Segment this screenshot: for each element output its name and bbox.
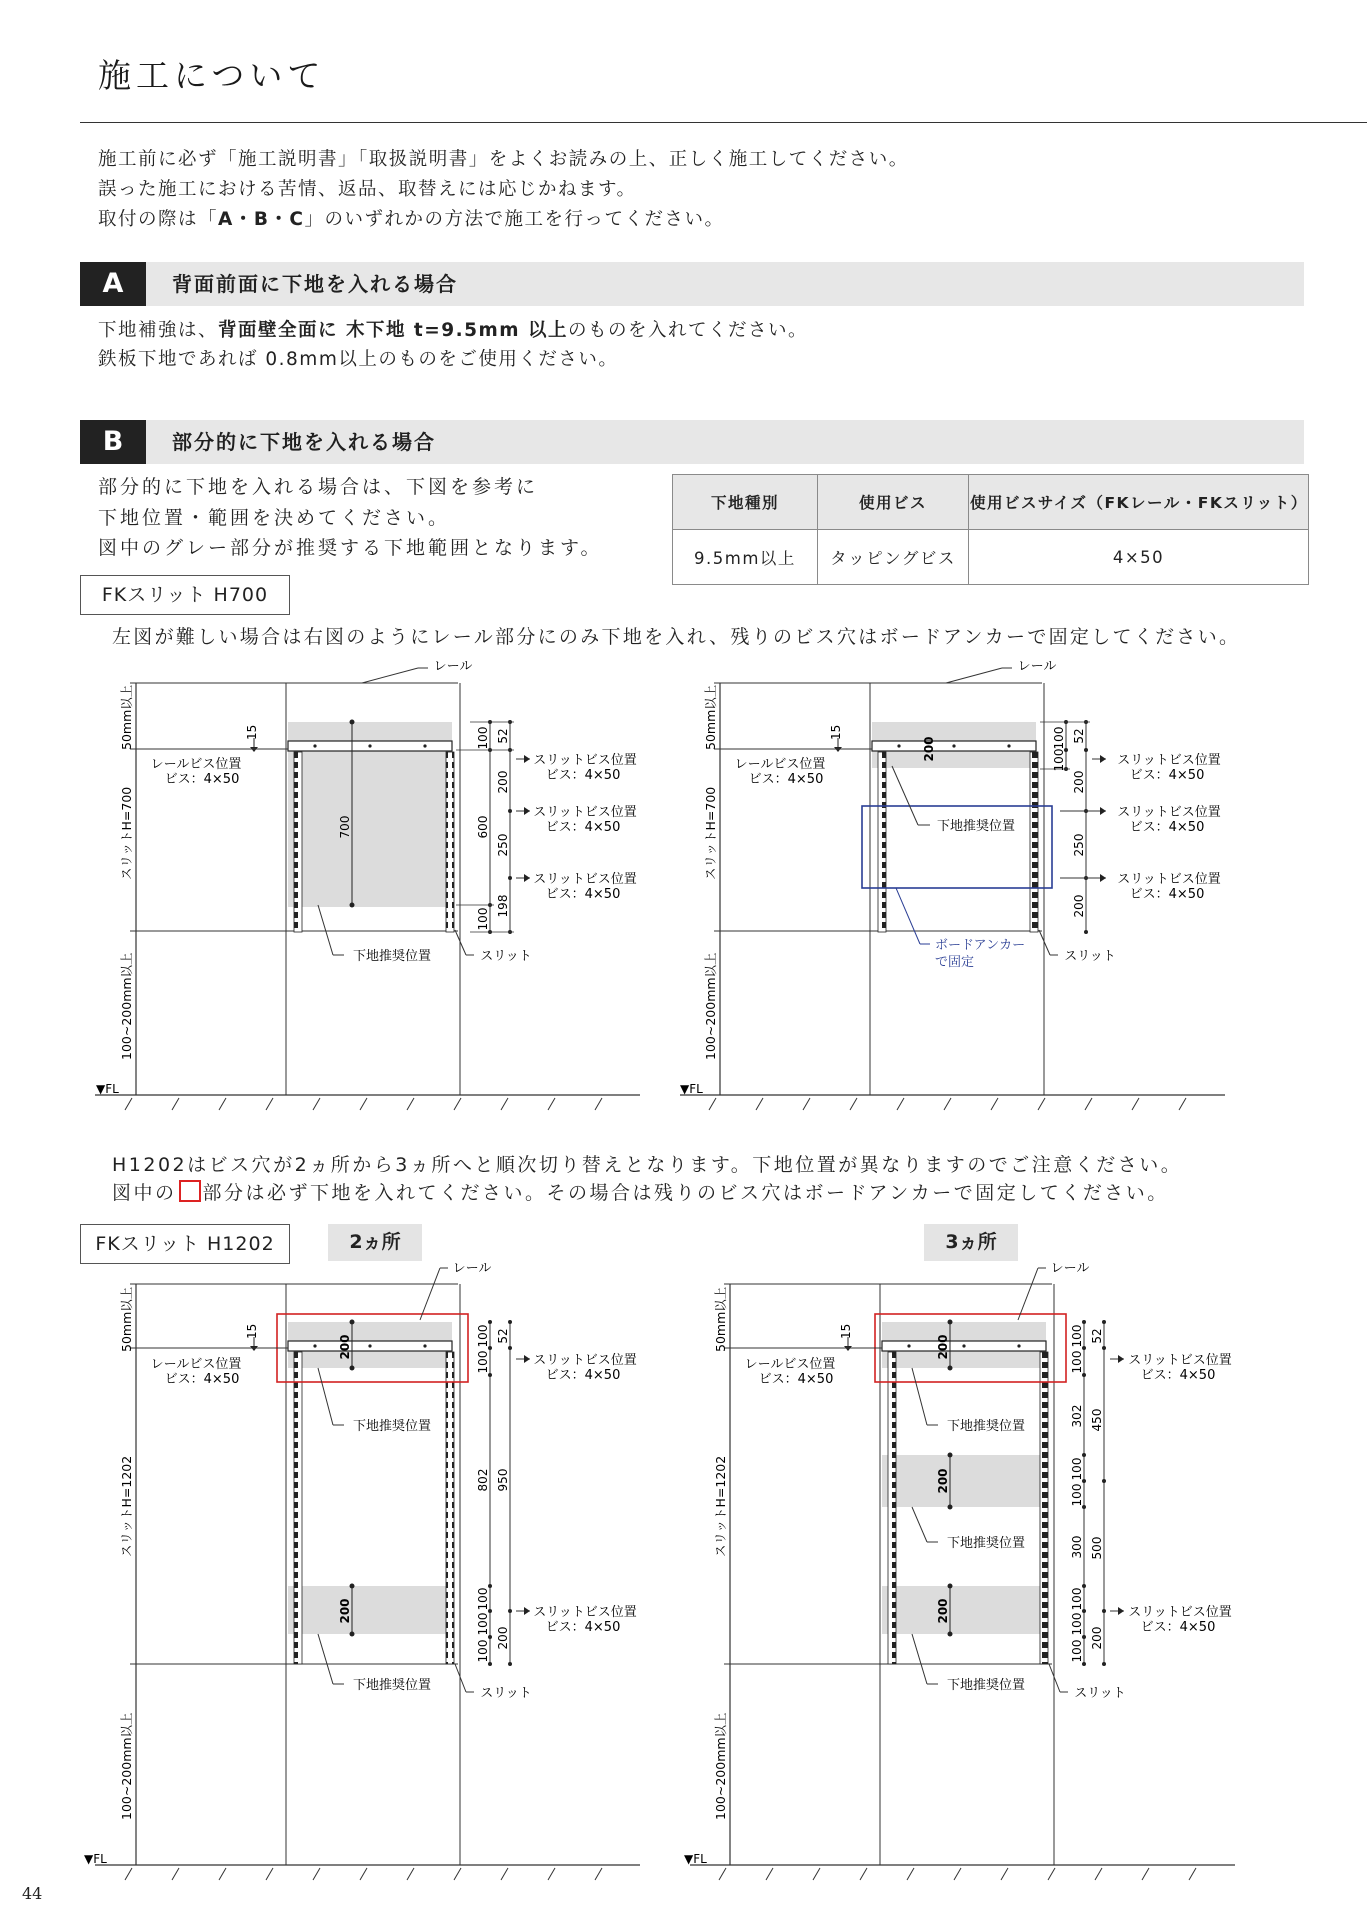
section-b-line-3: 図中のグレー部分が推奨する下地範囲となります。 (98, 537, 603, 559)
section-b-header (80, 420, 1304, 464)
recommend-label: 下地推奨位置 (936, 819, 1016, 834)
anchor-label-2: で固定 (935, 955, 975, 970)
anchor-label-1: ボードアンカー (935, 938, 1026, 953)
recommend-label: 下地推奨位置 (946, 1419, 1026, 1434)
slit-label: スリット (480, 1686, 532, 1701)
h1202-note-2-pre: 図中の (112, 1182, 177, 1204)
dim-52: 52 (1072, 728, 1086, 744)
dim-100: 100 (1070, 1483, 1084, 1507)
section-a-line-1-post: のものを入れてください。 (568, 320, 809, 341)
h1202-diagrams (0, 1255, 1367, 1900)
screw-size-label: ビス：4×50 (1129, 768, 1205, 783)
dim-200: 200 (936, 1598, 950, 1624)
two-point-label: 2ヵ所 (328, 1224, 422, 1261)
fl-label: ▼FL (96, 1082, 119, 1096)
table-cell: 4×50 (969, 530, 1309, 585)
dim-100: 100 (476, 1639, 490, 1663)
floor-gap-label: 100~200mm以上 (119, 952, 134, 1060)
dim-500: 500 (1090, 1536, 1104, 1560)
dim-300: 300 (1070, 1535, 1084, 1559)
dim-200: 200 (1072, 894, 1086, 918)
dim-200: 200 (338, 1598, 352, 1624)
dim-15: 15 (829, 724, 843, 740)
dim-100: 100 (1070, 1639, 1084, 1663)
dim-250: 250 (1072, 833, 1086, 857)
top-gap-label: 50mm以上 (119, 684, 134, 750)
h1202-note-2-post: 部分は必ず下地を入れてください。その場合は残りのビス穴はボードアンカーで固定してください。 (202, 1182, 1169, 1204)
slit-screw-label: スリットビス位置 (533, 753, 637, 768)
dim-100: 100 (1052, 726, 1066, 750)
h1202-three-point-diagram (684, 1261, 1235, 1880)
screw-size-label: ビス：4×50 (164, 1372, 240, 1387)
floor-gap-label: 100~200mm以上 (119, 1712, 134, 1820)
screw-size-label: ビス：4×50 (164, 772, 240, 787)
dim-100: 100 (1070, 1324, 1084, 1348)
three-point-label: 3ヵ所 (924, 1224, 1018, 1261)
top-gap-label: 50mm以上 (713, 1286, 728, 1352)
h700-note: 左図が難しい場合は右図のようにレール部分にのみ下地を入れ、残りのビス穴はボードアンカーで固定してください。 (112, 626, 1241, 648)
section-a-badge: A (80, 262, 146, 306)
h700-diagrams (0, 650, 1367, 1120)
slit-screw-label: スリットビス位置 (1128, 1353, 1232, 1368)
table-header: 下地種別 (673, 475, 818, 530)
slit-screw-label: スリットビス位置 (533, 1605, 637, 1620)
screw-size-label: ビス：4×50 (758, 1372, 834, 1387)
page-title: 施工について (98, 56, 326, 95)
slit-h-label: スリットH=1202 (713, 1455, 728, 1557)
top-gap-label: 50mm以上 (119, 1286, 134, 1352)
screw-size-label: ビス：4×50 (1129, 820, 1205, 835)
table-cell: タッピングビス (818, 530, 969, 585)
red-square-icon (179, 1180, 201, 1202)
dim-15: 15 (245, 1323, 259, 1339)
recommend-label: 下地推奨位置 (352, 949, 432, 964)
dim-52: 52 (1090, 1328, 1104, 1344)
section-a-line-1-pre: 下地補強は、 (98, 320, 219, 341)
h1202-note-2 (112, 1178, 1169, 1205)
intro-line-1: 施工前に必ず「施工説明書」「取扱説明書」をよくお読みの上、正しく施工してください。 (98, 149, 909, 170)
recommend-label: 下地推奨位置 (946, 1536, 1026, 1551)
screw-size-label: ビス：4×50 (1140, 1368, 1216, 1383)
table-header: 使用ビス (818, 475, 969, 530)
table-row (673, 530, 1309, 585)
slit-screw-label: スリットビス位置 (533, 805, 637, 820)
dim-100: 100 (1070, 1350, 1084, 1374)
floor-gap-label: 100~200mm以上 (703, 952, 718, 1060)
rail-screw-label: レールビス位置 (150, 757, 242, 772)
fl-label: ▼FL (684, 1852, 707, 1866)
fl-label: ▼FL (84, 1852, 107, 1866)
rail-label: レール (433, 659, 473, 674)
dim-100: 100 (1070, 1587, 1084, 1611)
floor-gap-label: 100~200mm以上 (713, 1712, 728, 1820)
rail-screw-label: レールビス位置 (744, 1357, 836, 1372)
dim-950: 950 (496, 1468, 510, 1492)
dim-100: 100 (476, 1612, 490, 1636)
dim-100: 100 (476, 726, 490, 750)
dim-600: 600 (476, 815, 490, 839)
slit-h-label: スリットH=700 (703, 786, 718, 880)
section-b-line-2: 下地位置・範囲を決めてください。 (98, 506, 451, 529)
dim-52: 52 (496, 1328, 510, 1344)
table-header-row (673, 475, 1309, 530)
screw-size-label: ビス：4×50 (545, 820, 621, 835)
h700-label: FKスリット H700 (80, 575, 290, 615)
h700-right-diagram (680, 659, 1225, 1110)
slit-h-label: スリットH=700 (119, 786, 134, 880)
rail-label: レール (1017, 659, 1057, 674)
section-a-header (80, 262, 1304, 306)
h1202-note-1: H1202はビス穴が2ヵ所から3ヵ所へと順次切り替えとなります。下地位置が異なりますのでご注意ください。 (112, 1154, 1183, 1176)
intro-text (98, 145, 909, 235)
h1202-two-point-diagram (84, 1261, 640, 1880)
fl-label: ▼FL (680, 1082, 703, 1096)
screw-size-label: ビス：4×50 (545, 1368, 621, 1383)
section-b-text (98, 472, 602, 564)
section-b-title: 部分的に下地を入れる場合 (172, 430, 436, 454)
recommend-label: 下地推奨位置 (352, 1678, 432, 1693)
slit-screw-label: スリットビス位置 (533, 872, 637, 887)
dim-200: 200 (936, 1468, 950, 1494)
dim-100: 100 (476, 1587, 490, 1611)
dim-100: 100 (1070, 1612, 1084, 1636)
h700-left-diagram (95, 659, 640, 1110)
dim-100: 100 (476, 1324, 490, 1348)
screw-size-label: ビス：4×50 (545, 887, 621, 902)
screw-size-label: ビス：4×50 (1129, 887, 1205, 902)
dim-200: 200 (936, 1334, 950, 1360)
dim-200: 200 (1090, 1626, 1104, 1650)
dim-302: 302 (1070, 1404, 1084, 1428)
screw-size-label: ビス：4×50 (1140, 1620, 1216, 1635)
rail-label: レール (452, 1261, 492, 1276)
dim-200: 200 (496, 770, 510, 794)
section-a-line-1 (98, 316, 808, 345)
dim-15: 15 (839, 1323, 853, 1339)
dim-15: 15 (245, 724, 259, 740)
top-gap-label: 50mm以上 (703, 684, 718, 750)
dim-100: 100 (476, 1350, 490, 1374)
section-b-badge: B (80, 420, 146, 464)
title-divider (80, 122, 1367, 123)
dim-200: 200 (922, 736, 936, 762)
dim-100: 100 (1070, 1457, 1084, 1481)
table-header: 使用ビスサイズ（FKレール・FKスリット） (969, 475, 1309, 530)
dim-52: 52 (496, 728, 510, 744)
recommend-label: 下地推奨位置 (946, 1678, 1026, 1693)
slit-screw-label: スリットビス位置 (1128, 1605, 1232, 1620)
section-a-title: 背面前面に下地を入れる場合 (172, 272, 458, 296)
screw-size-label: ビス：4×50 (748, 772, 824, 787)
intro-line-3-pre: 取付の際は「 (98, 209, 219, 230)
slit-label: スリット (1074, 1686, 1126, 1701)
slit-screw-label: スリットビス位置 (1117, 805, 1221, 820)
recommend-label: 下地推奨位置 (352, 1419, 432, 1434)
section-a-line-1-bold: 背面壁全面に 木下地 t=9.5mm 以上 (218, 320, 569, 341)
slit-h-label: スリットH=1202 (119, 1455, 134, 1557)
dim-198: 198 (496, 894, 510, 918)
dim-200: 200 (496, 1626, 510, 1650)
rail-screw-label: レールビス位置 (150, 1357, 242, 1372)
screw-size-label: ビス：4×50 (545, 768, 621, 783)
slit-label: スリット (480, 949, 532, 964)
h1202-label: FKスリット H1202 (80, 1224, 290, 1264)
screw-size-label: ビス：4×50 (545, 1620, 621, 1635)
section-a-line-2: 鉄板下地であれば 0.8mm以上のものをご使用ください。 (98, 349, 619, 370)
intro-line-3-bold: A・B・C (218, 209, 305, 230)
rail-screw-label: レールビス位置 (734, 757, 826, 772)
section-b-line-1: 部分的に下地を入れる場合は、下図を参考に (98, 476, 539, 498)
screw-spec-table (672, 474, 1309, 585)
section-a-text (98, 316, 808, 374)
slit-screw-label: スリットビス位置 (533, 1353, 637, 1368)
slit-screw-label: スリットビス位置 (1117, 872, 1221, 887)
intro-line-3 (98, 205, 909, 235)
dim-100: 100 (476, 907, 490, 931)
dim-200: 200 (1072, 770, 1086, 794)
slit-screw-label: スリットビス位置 (1117, 753, 1221, 768)
table-cell: 9.5mm以上 (673, 530, 818, 585)
dim-200: 200 (338, 1334, 352, 1360)
dim-250: 250 (496, 833, 510, 857)
dim-450: 450 (1090, 1408, 1104, 1432)
rail-label: レール (1050, 1261, 1090, 1276)
page-number: 44 (22, 1884, 43, 1903)
slit-label: スリット (1064, 949, 1116, 964)
dim-802: 802 (476, 1468, 490, 1492)
intro-line-3-post: 」のいずれかの方法で施工を行ってください。 (304, 209, 725, 230)
dim-700: 700 (338, 815, 352, 839)
dim-100: 100 (1052, 748, 1066, 772)
intro-line-2: 誤った施工における苦情、返品、取替えには応じかねます。 (98, 179, 637, 200)
